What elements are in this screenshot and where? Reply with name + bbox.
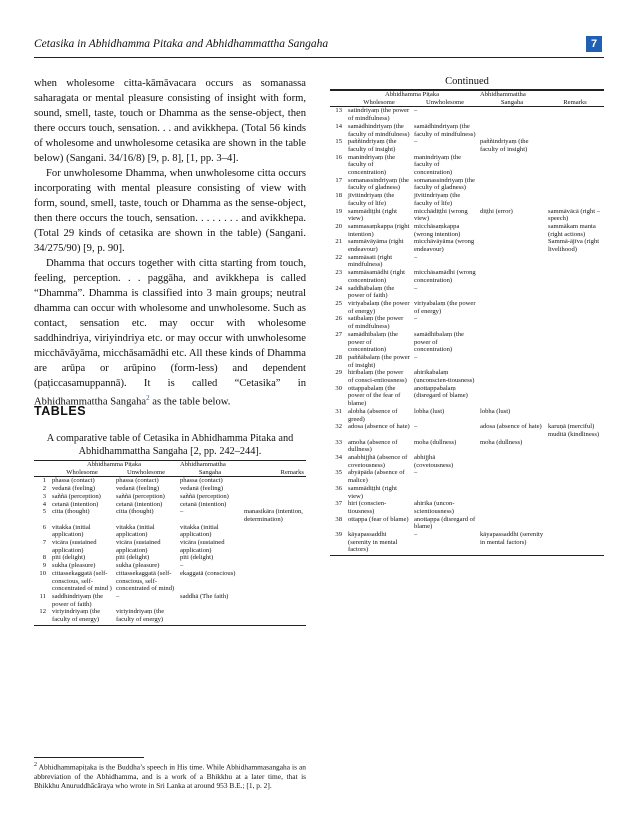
cell-unwholesome: cittassekaggatā (self-conscious, self-concentrated of mind) — [116, 569, 175, 593]
cell-unwholesome: moha (dullness) — [414, 438, 457, 446]
row-number: 19 — [335, 207, 342, 215]
cell-unwholesome: anottappa (disregard of blame) — [414, 515, 476, 531]
row-number: 37 — [335, 500, 342, 508]
table-row — [330, 315, 604, 330]
table-row — [330, 331, 604, 354]
cell-sangaha: saddhā (The faith) — [180, 592, 229, 600]
row-number: 24 — [335, 284, 342, 292]
row-number: 3 — [42, 492, 46, 500]
cell-remarks — [242, 485, 306, 493]
cell-unwholesome: micchāsamādhi (wrong concentration) — [414, 269, 476, 284]
cell-remarks — [546, 385, 604, 408]
table-caption: A comparative table of Cetasika in Abhidhamma Pitaka and Abhidhammattha Sangaha [2, pp. 242–244]. — [46, 433, 294, 457]
table-row — [330, 531, 604, 556]
table-row — [330, 238, 604, 253]
cell-sangaha — [478, 300, 546, 315]
cell-sangaha — [478, 315, 546, 330]
cell-wholesome: jīvitindriyaṃ (the faculty of life) — [348, 192, 395, 207]
table-row — [34, 593, 306, 608]
cell-sangaha: paññindriyaṃ (the faculty of insight) — [480, 138, 529, 153]
cell-unwholesome: micchādiṭṭhi (wrong view) — [414, 207, 468, 223]
cell-wholesome: sammāsamādhi (right concentration) — [348, 269, 405, 284]
row-number: 25 — [335, 299, 342, 307]
cell-wholesome: satibalaṃ (the power of mindfulness) — [348, 315, 404, 331]
cell-wholesome: samādhibalaṃ (the power of concentration) — [348, 330, 398, 354]
table-row — [34, 493, 306, 501]
row-number: 34 — [335, 454, 342, 462]
cell-unwholesome: vicāra (sustained application) — [116, 539, 161, 554]
cell-wholesome: hiri (conscien-tiousness) — [348, 500, 387, 515]
cell-unwholesome: – — [414, 353, 418, 361]
table-row — [330, 223, 604, 238]
table-row — [330, 485, 604, 500]
cetasika-table-continued — [330, 90, 604, 556]
cell-sangaha — [478, 354, 546, 369]
cell-sangaha — [478, 385, 546, 408]
footnote — [34, 757, 306, 790]
cell-sangaha — [478, 485, 546, 500]
cell-wholesome: paññindriyaṃ (the faculty of insight) — [348, 138, 397, 153]
table-row — [34, 501, 306, 509]
table-row — [330, 192, 604, 207]
cell-wholesome: vitakka (initial application) — [52, 523, 91, 539]
header-sangaha: Sangaha — [478, 99, 546, 107]
row-number: 10 — [39, 569, 46, 577]
header-wholesome: Wholesome — [50, 469, 114, 477]
cell-remarks — [546, 454, 604, 469]
cell-remarks — [546, 439, 604, 454]
table-row — [330, 454, 604, 469]
cell-wholesome: sammāvāyāma (right endeavour) — [348, 238, 404, 254]
cell-wholesome: viriyindriyaṃ (the faculty of energy) — [50, 608, 114, 625]
cell-sangaha: vedanā (feeling) — [180, 485, 224, 493]
cell-sangaha: phassa (contact) — [180, 477, 223, 485]
cell-remarks — [546, 269, 604, 284]
cell-wholesome: samādhindriyaṃ (the faculty of mindfulness) — [348, 122, 410, 138]
row-number: 7 — [42, 539, 46, 547]
cetasika-table-part-2 — [330, 76, 604, 556]
cetasika-table — [34, 460, 306, 626]
cell-remarks — [242, 593, 306, 608]
row-number: 31 — [335, 407, 342, 415]
cell-sangaha — [478, 500, 546, 515]
header-unwholesome: Unwholesome — [412, 99, 478, 107]
table-row — [330, 469, 604, 484]
row-number: 32 — [335, 423, 342, 431]
cell-unwholesome: samādhibalaṃ (the power of concentration) — [414, 330, 464, 354]
cell-sangaha — [478, 369, 546, 384]
cell-sangaha: diṭṭhi (error) — [480, 207, 513, 215]
cell-remarks — [546, 516, 604, 531]
cell-unwholesome: – — [116, 592, 120, 600]
cell-unwholesome: pīti (delight) — [116, 554, 150, 562]
cell-sangaha — [478, 177, 546, 192]
cell-wholesome: vedanā (feeling) — [52, 485, 96, 493]
cell-wholesome: sammādiṭṭhi (right view) — [348, 207, 397, 223]
cell-unwholesome: – — [412, 531, 478, 556]
cell-wholesome: somanassindriyaṃ (the faculty of gladness) — [348, 176, 409, 192]
footnote-mark: 2 — [34, 762, 37, 768]
row-number: 17 — [335, 176, 342, 184]
paragraph-3-tail: as the table below. — [149, 396, 231, 408]
cell-unwholesome: phassa (contact) — [116, 477, 159, 485]
cell-remarks: karuṇā (merciful) muditā (kindliness) — [548, 423, 600, 438]
cell-sangaha: – — [180, 508, 184, 516]
cell-wholesome: satindriyaṃ (the power of mindfulness) — [348, 107, 410, 123]
cell-sangaha: ekaggatā (conscious) — [180, 569, 236, 577]
cell-unwholesome: viriyabalaṃ (the power of energy) — [414, 299, 476, 315]
cell-unwholesome: samādhindriyaṃ (the faculty of mindfulness) — [414, 122, 476, 138]
row-number: 27 — [335, 330, 342, 338]
header-sangaha: Sangaha — [178, 469, 242, 477]
cell-sangaha — [478, 223, 546, 238]
cell-unwholesome: ahirikabalaṃ (unconscien-tiousness) — [414, 369, 475, 385]
cell-remarks — [546, 300, 604, 315]
footnote-ref[interactable]: 2 — [146, 394, 150, 402]
cell-wholesome: pīti (delight) — [52, 554, 86, 562]
cell-wholesome: vicāra (sustained application) — [52, 539, 97, 554]
footnote-rule — [34, 757, 144, 758]
cell-sangaha — [478, 454, 546, 469]
header-group-pitaka: Abhidhamma Piṭaka — [50, 461, 178, 469]
cell-wholesome: saññā (perception) — [52, 492, 101, 500]
row-number: 6 — [42, 523, 46, 531]
paragraph-1: when wholesome citta-kāmāvacara occurs as somanassa saharagata or mental pleasure consisting of insight with form, sound, smell, taste, touch or Dhamma as the sense-object, then there occurs touch, sensation. . . and avikkhepa. (Total 56 kinds of wholesome and unwholesome cetasika are shown in the table below) (Sangani. 34/16/8) [9, p. 8], [1, pp. 3–4]. — [34, 78, 306, 164]
header-rule — [34, 57, 604, 58]
row-number: 30 — [335, 384, 342, 392]
cell-sangaha — [478, 469, 546, 484]
cell-unwholesome — [412, 485, 478, 500]
table-row — [34, 539, 306, 554]
cell-wholesome: abyāpāda (absence of malice) — [348, 469, 405, 485]
cell-unwholesome: manindriyaṃ (the faculty of concentration) — [414, 153, 462, 177]
cell-wholesome: citta (thought) — [52, 508, 90, 516]
cell-wholesome: ottappabalaṃ (the power of the fear of blame) — [348, 384, 401, 408]
cell-unwholesome: – — [414, 423, 418, 431]
table-body-left — [34, 477, 306, 625]
table-row — [34, 508, 306, 523]
cell-wholesome: ottappa (fear of blame) — [348, 515, 409, 523]
cell-sangaha — [478, 123, 546, 138]
table-row — [330, 254, 604, 269]
header-group-pitaka: Abhidhamma Piṭaka — [346, 91, 478, 99]
cell-sangaha — [478, 107, 546, 123]
table-row — [330, 439, 604, 454]
paragraph-3-text: Dhamma that occurs together with citta starting from touch, feeling, perception. . . paggāha, and avikkhepa is called “Dhamma”. Dhamma is classified into 3 main groups; neutral dhamma can occur with wholesome and unwholesome. Such as contact, sensation etc. may occur with wholesome saddhindriya, viriyindriya etc. or may occur with unwholesome micchāvāyāma, micchāsamādhi etc. All these kinds of Dhamma are arūpa or arūpino (form-less) and dependent (paṭiccasamuppannā). It is called “Cetasika” in Abhidhammattha Sangaha — [34, 258, 306, 408]
cell-sangaha: vitakka (initial application) — [180, 523, 219, 539]
row-number: 29 — [335, 369, 342, 377]
cell-sangaha — [478, 516, 546, 531]
header-unwholesome: Unwholesome — [114, 469, 178, 477]
table-row — [330, 177, 604, 192]
row-number: 16 — [335, 153, 342, 161]
table-row — [330, 385, 604, 408]
table-row — [330, 285, 604, 300]
cell-unwholesome: – — [414, 315, 418, 323]
cell-wholesome: sukha (pleasure) — [52, 562, 96, 570]
cell-remarks: Sammā-ājīva (right livelihood) — [548, 238, 600, 254]
row-number: 36 — [335, 484, 342, 492]
cell-remarks — [546, 254, 604, 269]
row-number: 4 — [42, 500, 46, 508]
cell-wholesome: anabhijjhā (absence of covetousness) — [348, 454, 408, 469]
cell-unwholesome: – — [414, 253, 418, 261]
header-wholesome: Wholesome — [346, 99, 412, 107]
cell-remarks — [546, 285, 604, 300]
row-number: 26 — [335, 315, 342, 323]
table-row — [34, 562, 306, 570]
cell-remarks — [546, 192, 604, 207]
cell-remarks — [242, 477, 306, 485]
row-number: 8 — [42, 554, 46, 562]
cell-sangaha: lobha (lust) — [480, 407, 511, 415]
cell-unwholesome: – — [414, 138, 418, 146]
cell-unwholesome: cetanā (intention) — [116, 500, 163, 508]
row-number: 14 — [335, 122, 342, 130]
cell-unwholesome: anottappabalaṃ (disregard of blame) — [414, 384, 468, 400]
cell-unwholesome: sukha (pleasure) — [116, 562, 160, 570]
row-number: 13 — [335, 107, 342, 115]
header-group-sangaha: Abhidhammattha — [178, 461, 242, 469]
cell-remarks — [546, 331, 604, 354]
row-number: 2 — [42, 485, 46, 493]
table-row — [330, 208, 604, 223]
table-row — [34, 554, 306, 562]
cell-sangaha — [478, 154, 546, 177]
row-number: 28 — [335, 353, 342, 361]
cell-remarks — [546, 500, 604, 515]
cell-remarks: sammāvācā (right – speech) — [548, 207, 600, 223]
cell-wholesome: viriyabalaṃ (the power of energy) — [348, 299, 410, 315]
cell-sangaha — [178, 608, 242, 625]
cell-sangaha — [478, 269, 546, 284]
table-row — [330, 269, 604, 284]
table-row — [330, 500, 604, 515]
page-header — [0, 0, 638, 58]
cell-unwholesome: – — [414, 469, 418, 477]
body-text — [34, 76, 306, 410]
cell-remarks — [242, 539, 306, 554]
cell-remarks — [546, 138, 604, 153]
cell-remarks — [546, 531, 604, 556]
cell-wholesome: adosa (absence of hate) — [348, 423, 410, 431]
cell-remarks — [242, 493, 306, 501]
cell-wholesome: alobha (absence of greed) — [348, 407, 398, 423]
paragraph-2: For unwholesome Dhamma, when unwholesome citta occurs incorporating with mental pleasure consisting of view with form, sound, smell, taste, touch or Dhamma as the sense-object, then there occurs the touch, sensation. . . . . . . . and avikkhepa. (Total 29 kinds of cetasika are shown in the table) (Sangani. 34/275/90) [9, p. 90]. — [34, 168, 306, 254]
cell-remarks — [546, 154, 604, 177]
cell-remarks — [546, 408, 604, 423]
table-row — [330, 300, 604, 315]
cell-unwholesome: somanassindriyaṃ (the faculty of gladness) — [414, 176, 475, 192]
row-number: 38 — [335, 515, 342, 523]
cell-wholesome: saddhindriyaṃ (the power of faith) — [52, 592, 104, 608]
cell-remarks — [546, 485, 604, 500]
cell-remarks: manasikāra (intention, determination) — [244, 508, 303, 523]
cell-sangaha: pīti (delight) — [180, 554, 214, 562]
cell-sangaha: moha (dullness) — [480, 438, 523, 446]
row-number: 5 — [42, 508, 46, 516]
table-row — [330, 123, 604, 138]
cell-unwholesome: jīvitindriyaṃ (the faculty of life) — [414, 192, 461, 207]
cell-remarks — [242, 562, 306, 570]
cell-unwholesome: abhijjhā (covetousness) — [414, 454, 454, 469]
footnote-text: Abhidhammapiṭaka is the Buddha’s speech in His time. While Abhidhammasangaha is an abbreviation of the Abhidhamma, and is a work of a Bhikkhu at a later time, that is Bhikkhu Anuruddhācāraya who wrote in Sri Lanka at around 953 B.E.; [1, p. 2]. — [34, 762, 306, 790]
cell-sangaha — [478, 192, 546, 207]
cell-sangaha: adosa (absence of hate) — [480, 423, 542, 431]
table-row — [34, 485, 306, 493]
row-number: 22 — [335, 253, 342, 261]
cell-remarks — [242, 608, 306, 625]
table-row — [34, 570, 306, 593]
cell-unwholesome: saññā (perception) — [116, 492, 165, 500]
row-number: 11 — [39, 592, 46, 600]
row-number: 33 — [335, 438, 342, 446]
row-number: 35 — [335, 469, 342, 477]
cell-unwholesome: micchāsaṃkappa (wrong intention) — [414, 222, 461, 238]
table-row — [330, 107, 604, 123]
row-number: 1 — [42, 477, 46, 485]
cell-unwholesome: citta (thought) — [116, 508, 154, 516]
row-number: 21 — [335, 238, 342, 246]
cell-wholesome: hiribalaṃ (the power of consci-entiousness) — [348, 369, 407, 385]
cell-sangaha — [478, 285, 546, 300]
section-heading-tables: TABLES — [34, 404, 87, 418]
cell-unwholesome: vedanā (feeling) — [116, 485, 160, 493]
row-number: 12 — [34, 608, 50, 625]
cell-wholesome: manindriyaṃ (the faculty of concentration) — [348, 153, 396, 177]
cell-wholesome: cittassekaggatā (self-conscious, self-concentrated of mind ) — [52, 569, 112, 593]
cell-sangaha: saññā (perception) — [180, 492, 229, 500]
cell-sangaha — [478, 254, 546, 269]
cell-remarks — [546, 123, 604, 138]
cell-unwholesome: lobha (lust) — [414, 407, 445, 415]
cell-unwholesome: – — [414, 107, 418, 115]
cell-remarks — [242, 570, 306, 593]
table-row — [34, 477, 306, 485]
cell-sangaha — [478, 331, 546, 354]
page-number-badge: 7 — [586, 36, 602, 52]
table-row — [330, 354, 604, 369]
cell-sangaha: – — [180, 562, 184, 570]
cell-unwholesome: ahirika (uncon-scientiousness) — [414, 500, 455, 515]
cetasika-table-part-1 — [34, 460, 306, 626]
cell-sangaha: kāyapassaddhi (serenity in mental factors) — [478, 531, 546, 556]
table-row — [330, 408, 604, 423]
table-row — [34, 608, 306, 625]
cell-unwholesome: vitakka (initial application) — [116, 523, 155, 539]
continued-label: Continued — [445, 76, 489, 87]
table-row — [330, 369, 604, 384]
cell-remarks — [546, 177, 604, 192]
cell-wholesome: phassa (contact) — [52, 477, 95, 485]
table-row — [34, 524, 306, 539]
table-row — [330, 138, 604, 153]
cell-unwholesome: – — [414, 284, 418, 292]
cell-wholesome: amoha (absence of dullness) — [348, 438, 398, 454]
cell-remarks — [546, 107, 604, 123]
row-number: 18 — [335, 192, 342, 200]
cell-unwholesome: viriyindriyaṃ (the faculty of energy) — [114, 608, 178, 625]
cell-sangaha: vicāra (sustained application) — [180, 539, 225, 554]
cell-wholesome: sammāsati (right mindfulness) — [348, 253, 393, 269]
cell-wholesome: kāyapassaddhi (serenity in mental factors) — [346, 531, 412, 556]
cell-remarks — [242, 501, 306, 509]
paragraph-3 — [34, 256, 306, 410]
cell-sangaha — [478, 238, 546, 253]
header-remarks: Remarks — [546, 99, 604, 107]
cell-remarks — [242, 524, 306, 539]
row-number: 23 — [335, 269, 342, 277]
cell-wholesome: cetanā (intention) — [52, 500, 99, 508]
cell-wholesome: paññābalaṃ (the power of insight) — [348, 353, 410, 369]
table-body-right — [330, 107, 604, 556]
table-row — [330, 154, 604, 177]
cell-wholesome: saddhābalaṃ (the power of faith) — [348, 284, 395, 300]
table-row — [330, 516, 604, 531]
cell-remarks — [546, 354, 604, 369]
row-number: 15 — [335, 138, 342, 146]
cell-unwholesome: micchāvāyāma (wrong endeavour) — [414, 238, 475, 254]
cell-remarks — [242, 554, 306, 562]
row-number: 39 — [330, 531, 346, 556]
cell-sangaha: cetanā (intention) — [180, 500, 227, 508]
header-group-sangaha: Abhidhammattha — [478, 91, 546, 99]
header-remarks: Remarks — [242, 469, 306, 477]
cell-remarks — [546, 469, 604, 484]
table-row — [330, 423, 604, 438]
row-number: 9 — [42, 562, 46, 570]
cell-remarks — [546, 369, 604, 384]
cell-remarks: sammākam manta (right actions) — [548, 222, 596, 238]
running-title: Cetasika in Abhidhamma Pitaka and Abhidhammattha Sangaha — [34, 38, 329, 50]
cell-wholesome: sammasaṃkappa (right intention) — [348, 222, 410, 238]
cell-remarks — [546, 315, 604, 330]
cell-wholesome: sammādiṭṭhi (right view) — [348, 484, 397, 500]
row-number: 20 — [335, 222, 342, 230]
